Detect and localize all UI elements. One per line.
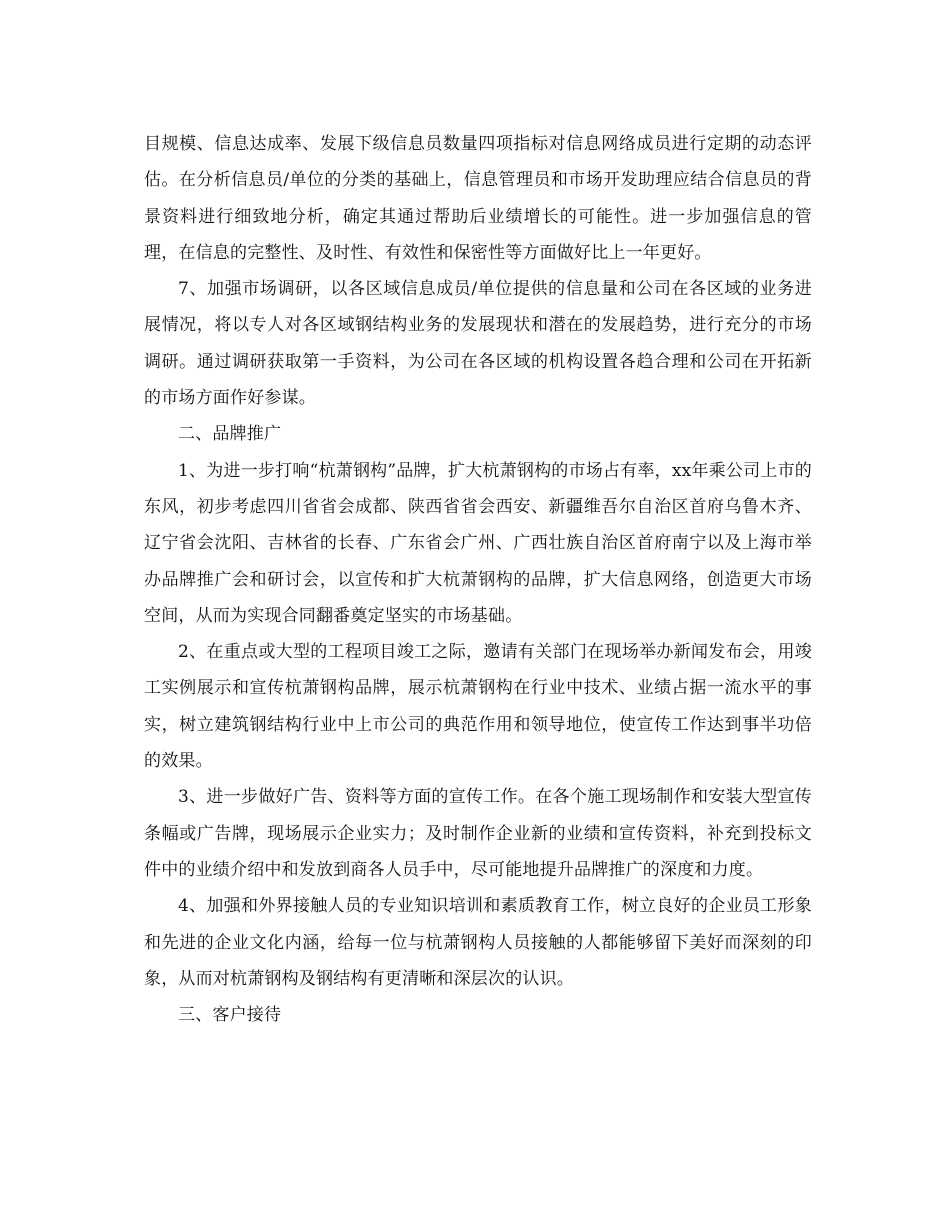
section-heading-brand-promotion: 二、品牌推广 bbox=[178, 424, 282, 445]
paragraph-evaluation: 目规模、信息达成率、发展下级信息员数量四项指标对信息网络成员进行定期的动态评估。在分析信息员/单位的分类的基础上，信息管理员和市场开发助理应结合信息员的背景资料进行细致地分析，确定其通过帮助后业绩增长的可能性。进一步加强信息的管理，在信息的完整性、及时性、有效性和保密性等方面做好比上一年更好。 bbox=[144, 134, 812, 263]
paragraph-brand-item-3: 3、进一步做好广告、资料等方面的宣传工作。在各个施工现场制作和安装大型宣传条幅或广告牌，现场展示企业实力；及时制作企业新的业绩和宣传资料，补充到投标文件中的业绩介绍中和发放到商各人员手中，尽可能地提升品牌推广的深度和力度。 bbox=[144, 787, 812, 880]
document-body bbox=[144, 126, 812, 1033]
paragraph-market-research: 7、加强市场调研，以各区域信息成员/单位提供的信息量和公司在各区域的业务进展情况，将以专人对各区域钢结构业务的发展现状和潜在的发展趋势，进行充分的市场调研。通过调研获取第一手资料，为公司在各区域的机构设置各趋合理和公司在开拓新的市场方面作好参谋。 bbox=[144, 279, 812, 409]
paragraph-brand-item-2: 2、在重点或大型的工程项目竣工之际，邀请有关部门在现场举办新闻发布会，用竣工实例展示和宣传杭萧钢构品牌，展示杭萧钢构在行业中技术、业绩占据一流水平的事实，树立建筑钢结构行业中上市公司的典范作用和领导地位，使宣传工作达到事半功倍的效果。 bbox=[144, 642, 812, 772]
section-heading-customer-reception: 三、客户接待 bbox=[178, 1005, 282, 1026]
paragraph-brand-item-1: 1、为进一步打响“杭萧钢构”品牌，扩大杭萧钢构的市场占有率，xx年乘公司上市的东风，初步考虑四川省省会成都、陕西省省会西安、新疆维吾尔自治区首府乌鲁木齐、辽宁省会沈阳、吉林省的长春、广东省会广州、广西壮族自治区首府南宁以及上海市举办品牌推广会和研讨会，以宣传和扩大杭萧钢构的品牌，扩大信息网络，创造更大市场空间，从而为实现合同翻番奠定坚实的市场基础。 bbox=[144, 460, 812, 626]
paragraph-brand-item-4: 4、加强和外界接触人员的专业知识培训和素质教育工作，树立良好的企业员工形象和先进的企业文化内涵，给每一位与杭萧钢构人员接触的人都能够留下美好而深刻的印象，从而对杭萧钢构及钢结构有更清晰和深层次的认识。 bbox=[144, 896, 812, 989]
